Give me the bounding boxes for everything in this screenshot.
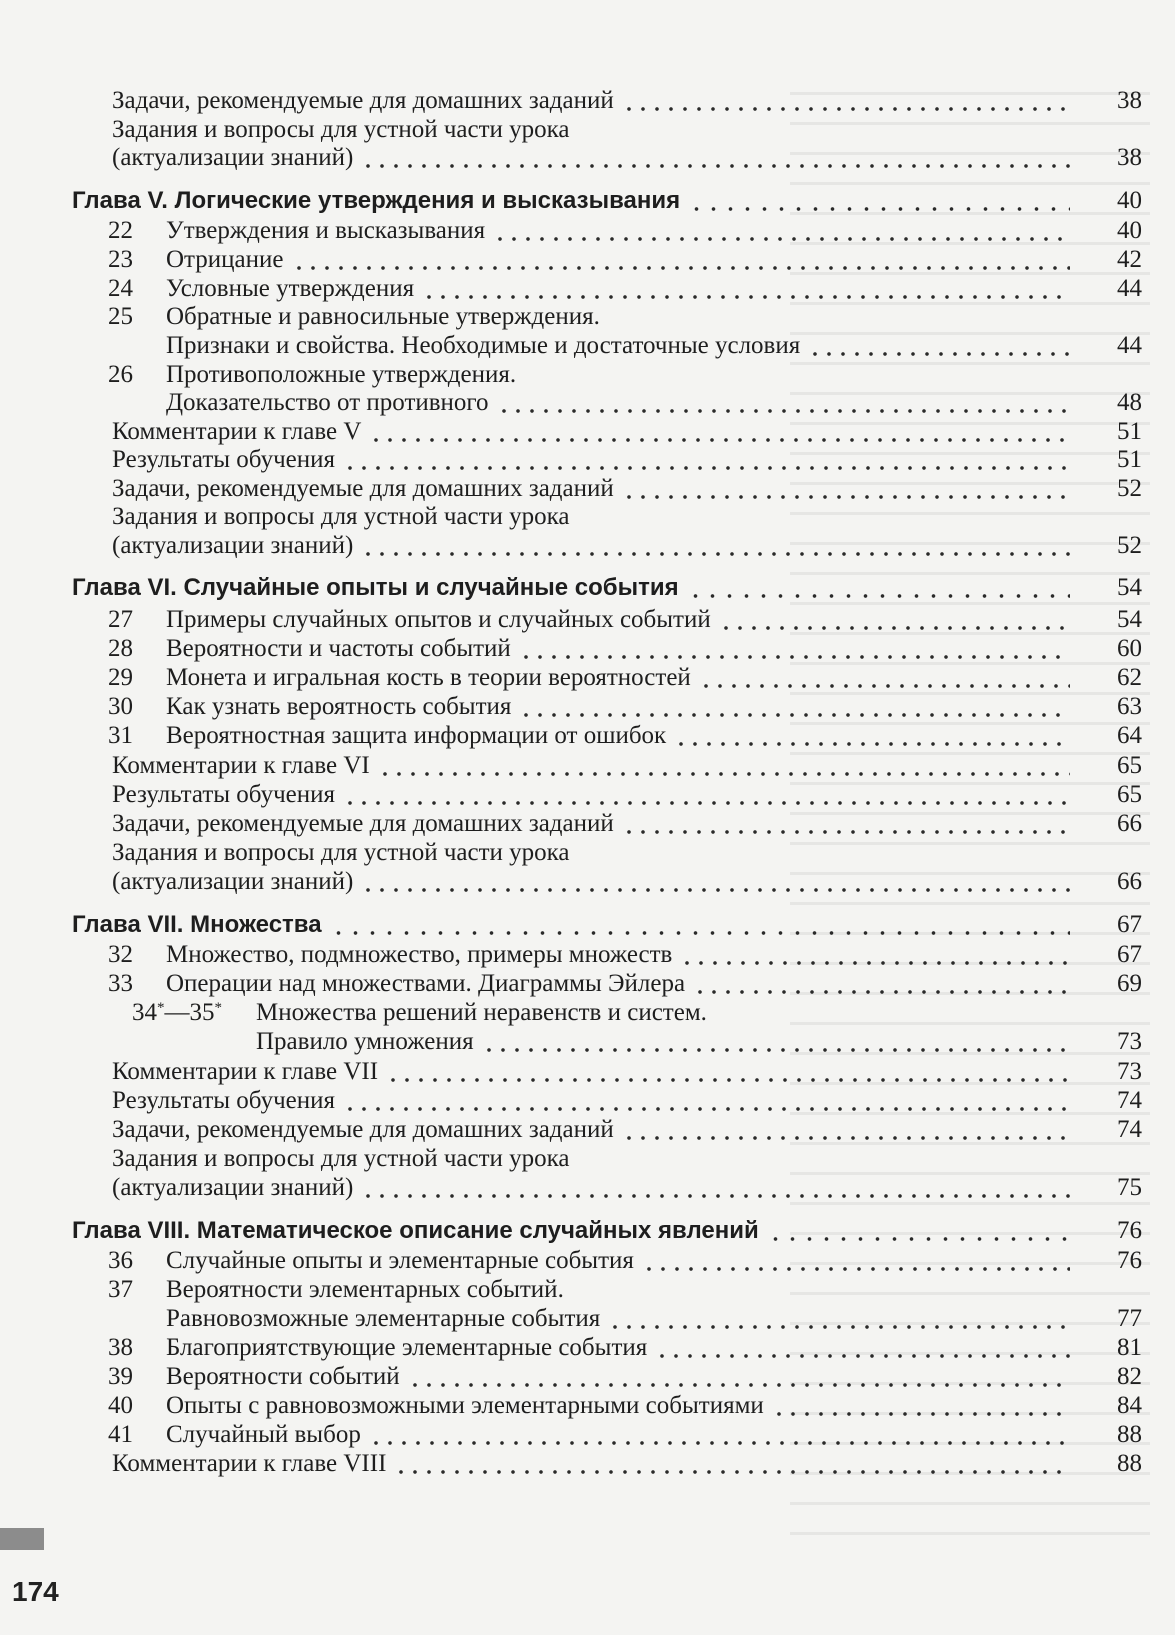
toc-entry-title: (актуализации знаний) bbox=[112, 532, 354, 559]
toc-entry bbox=[0, 1304, 1175, 1334]
toc-section-number: 32 bbox=[108, 941, 133, 968]
toc-entry bbox=[0, 1420, 1175, 1450]
toc-section-number: 30 bbox=[108, 693, 133, 720]
toc-chapter-heading bbox=[0, 1216, 1175, 1246]
toc-page-number: 67 bbox=[1117, 911, 1142, 938]
toc-entry-title: Вероятности элементарных событий. bbox=[166, 1276, 564, 1303]
toc-entry-title: Комментарии к главе VII bbox=[112, 1058, 379, 1085]
toc-chapter-heading bbox=[0, 910, 1175, 940]
toc-entry-title: Множества решений неравенств и систем. bbox=[256, 999, 707, 1026]
toc-page-number: 65 bbox=[1117, 752, 1142, 779]
dot-leader bbox=[408, 1383, 1070, 1387]
toc-page-number: 82 bbox=[1117, 1363, 1142, 1390]
toc-entry-title: Условные утверждения bbox=[166, 275, 415, 302]
dot-leader bbox=[343, 1107, 1070, 1111]
toc-entry bbox=[0, 663, 1175, 693]
toc-page-number: 38 bbox=[1117, 87, 1142, 114]
dot-leader bbox=[343, 466, 1070, 470]
toc-entry-title: Утверждения и высказывания bbox=[166, 217, 486, 244]
toc-page-number: 69 bbox=[1117, 970, 1142, 997]
toc-entry-title: Вероятностная защита информации от ошибок bbox=[166, 722, 667, 749]
toc-entry-title: Задачи, рекомендуемые для домашних заданий bbox=[112, 1116, 614, 1143]
toc-entry-title: Комментарии к главе VI bbox=[112, 752, 370, 779]
toc-entry bbox=[0, 1144, 1175, 1174]
toc-entry-title: Благоприятствующие элементарные события bbox=[166, 1334, 648, 1361]
toc-section-number: 28 bbox=[108, 635, 133, 662]
page-tab-marker bbox=[0, 1528, 44, 1550]
toc-page-number: 44 bbox=[1117, 275, 1142, 302]
toc-page-number: 66 bbox=[1117, 810, 1142, 837]
toc-page-number: 40 bbox=[1117, 217, 1142, 244]
dot-leader bbox=[699, 684, 1070, 688]
toc-entry bbox=[0, 143, 1175, 173]
toc-page-number: 52 bbox=[1117, 475, 1142, 502]
toc-entry bbox=[0, 245, 1175, 275]
dot-leader bbox=[622, 830, 1070, 834]
toc-section-number: 27 bbox=[108, 606, 133, 633]
dot-leader bbox=[369, 438, 1070, 442]
toc-page-number: 74 bbox=[1117, 1116, 1142, 1143]
dot-leader bbox=[680, 961, 1070, 965]
toc-page-number: 44 bbox=[1117, 332, 1142, 359]
toc-entry bbox=[0, 1115, 1175, 1145]
toc-entry bbox=[0, 838, 1175, 868]
toc-entry bbox=[0, 388, 1175, 418]
toc-entry bbox=[0, 502, 1175, 532]
toc-entry bbox=[0, 302, 1175, 332]
dot-leader bbox=[674, 742, 1070, 746]
toc-page-number: 48 bbox=[1117, 389, 1142, 416]
toc-entry-title: Вероятности и частоты событий bbox=[166, 635, 511, 662]
toc-entry-title: Вероятности событий bbox=[166, 1363, 400, 1390]
toc-section-number: 26 bbox=[108, 361, 133, 388]
toc-page-number: 74 bbox=[1117, 1087, 1142, 1114]
toc-entry bbox=[0, 86, 1175, 116]
toc-entry-title: Задачи, рекомендуемые для домашних заданий bbox=[112, 810, 614, 837]
toc-section-number: 38 bbox=[108, 1334, 133, 1361]
toc-section-number: 23 bbox=[108, 246, 133, 273]
toc-entry-title: Случайные опыты и элементарные события bbox=[166, 1247, 634, 1274]
toc-entry-title: Монета и игральная кость в теории вероятностей bbox=[166, 664, 691, 691]
toc-section-number: 33 bbox=[108, 970, 133, 997]
toc-page-number: 42 bbox=[1117, 246, 1142, 273]
toc-entry bbox=[0, 1333, 1175, 1363]
toc-entry bbox=[0, 809, 1175, 839]
toc-section-number: 22 bbox=[108, 217, 133, 244]
dot-leader bbox=[361, 552, 1070, 556]
dot-leader bbox=[767, 1237, 1070, 1241]
toc-page-number: 60 bbox=[1117, 635, 1142, 662]
toc-entry bbox=[0, 780, 1175, 810]
toc-page-number: 73 bbox=[1117, 1028, 1142, 1055]
toc-section-number: 41 bbox=[108, 1421, 133, 1448]
toc-page-number: 63 bbox=[1117, 693, 1142, 720]
toc-entry-title: Задачи, рекомендуемые для домашних заданий bbox=[112, 87, 614, 114]
dot-leader bbox=[330, 931, 1070, 935]
dot-leader bbox=[378, 772, 1070, 776]
dot-leader bbox=[687, 594, 1070, 598]
toc-page-number: 62 bbox=[1117, 664, 1142, 691]
toc-page-number: 88 bbox=[1117, 1421, 1142, 1448]
toc-entry bbox=[0, 1275, 1175, 1305]
toc-entry-title: Комментарии к главе V bbox=[112, 418, 362, 445]
toc-entry-title: Задания и вопросы для устной части урока bbox=[112, 839, 570, 866]
toc-section-number: 31 bbox=[108, 722, 133, 749]
toc-entry-title: (актуализации знаний) bbox=[112, 144, 354, 171]
dot-leader bbox=[608, 1325, 1070, 1329]
toc-entry-title: Задания и вопросы для устной части урока bbox=[112, 116, 570, 143]
toc-entry bbox=[0, 115, 1175, 145]
toc-page-number: 77 bbox=[1117, 1305, 1142, 1332]
toc-entry-title: Результаты обучения bbox=[112, 446, 335, 473]
toc-section-number: 37 bbox=[108, 1276, 133, 1303]
toc-entry bbox=[0, 1027, 1175, 1057]
toc-entry bbox=[0, 331, 1175, 361]
toc-page-number: 64 bbox=[1117, 722, 1142, 749]
toc-entry bbox=[0, 692, 1175, 722]
toc-entry-title: Результаты обучения bbox=[112, 1087, 335, 1114]
chapter-title: Глава V. Логические утверждения и высказывания bbox=[72, 187, 681, 214]
dot-leader bbox=[622, 107, 1070, 111]
toc-entry-title: Отрицание bbox=[166, 246, 284, 273]
toc-entry bbox=[0, 1246, 1175, 1276]
toc-entry-title: Признаки и свойства. Необходимые и достаточные условия bbox=[166, 332, 801, 359]
toc-entry bbox=[0, 634, 1175, 664]
dot-leader bbox=[719, 626, 1070, 630]
dot-leader bbox=[343, 801, 1070, 805]
toc-entry bbox=[0, 1057, 1175, 1087]
toc-page-number: 38 bbox=[1117, 144, 1142, 171]
toc-page-number: 54 bbox=[1117, 574, 1142, 601]
toc-page-number: 76 bbox=[1117, 1217, 1142, 1244]
dot-leader bbox=[655, 1354, 1070, 1358]
toc-entry bbox=[0, 1391, 1175, 1421]
dot-leader bbox=[394, 1470, 1070, 1474]
toc-page-number: 81 bbox=[1117, 1334, 1142, 1361]
toc-entry bbox=[0, 445, 1175, 475]
toc-section-number: 34*—35* bbox=[132, 999, 222, 1026]
toc-page-number: 40 bbox=[1117, 187, 1142, 214]
dot-leader bbox=[292, 266, 1071, 270]
dot-leader bbox=[361, 164, 1070, 168]
toc-page-number: 84 bbox=[1117, 1392, 1142, 1419]
toc-entry-title: Опыты с равновозможными элементарными событиями bbox=[166, 1392, 764, 1419]
toc-entry-title: Обратные и равносильные утверждения. bbox=[166, 303, 600, 330]
dot-leader bbox=[493, 237, 1070, 241]
toc-entry bbox=[0, 360, 1175, 390]
chapter-title: Глава VI. Случайные опыты и случайные события bbox=[72, 574, 679, 601]
toc-entry-title: Примеры случайных опытов и случайных событий bbox=[166, 606, 711, 633]
toc-entry bbox=[0, 274, 1175, 304]
toc-page-number: 73 bbox=[1117, 1058, 1142, 1085]
dot-leader bbox=[482, 1048, 1070, 1052]
dot-leader bbox=[642, 1267, 1070, 1271]
toc-entry bbox=[0, 417, 1175, 447]
dot-leader bbox=[497, 409, 1070, 413]
toc-entry bbox=[0, 474, 1175, 504]
page-number: 174 bbox=[12, 1576, 59, 1607]
toc-entry-title: Как узнать вероятность события bbox=[166, 693, 512, 720]
dot-leader bbox=[772, 1412, 1070, 1416]
dot-leader bbox=[622, 495, 1070, 499]
chapter-title: Глава VII. Множества bbox=[72, 911, 322, 938]
toc-entry-title: Правило умножения bbox=[256, 1028, 474, 1055]
toc-entry bbox=[0, 1362, 1175, 1392]
toc-page-number: 75 bbox=[1117, 1174, 1142, 1201]
toc-entry-title: (актуализации знаний) bbox=[112, 1174, 354, 1201]
toc-entry bbox=[0, 605, 1175, 635]
toc-entry bbox=[0, 531, 1175, 561]
toc-page-number: 88 bbox=[1117, 1450, 1142, 1477]
toc-entry-title: Множество, подмножество, примеры множеств bbox=[166, 941, 673, 968]
dot-leader bbox=[519, 713, 1070, 717]
toc-section-number: 24 bbox=[108, 275, 133, 302]
toc-page-number: 54 bbox=[1117, 606, 1142, 633]
dot-leader bbox=[386, 1078, 1070, 1082]
dot-leader bbox=[693, 990, 1070, 994]
toc-entry bbox=[0, 721, 1175, 751]
dot-leader bbox=[808, 352, 1070, 356]
dot-leader bbox=[422, 295, 1070, 299]
toc-section-number: 36 bbox=[108, 1247, 133, 1274]
toc-page-number: 51 bbox=[1117, 418, 1142, 445]
toc-page-number: 67 bbox=[1117, 941, 1142, 968]
toc-entry-title: Равновозможные элементарные события bbox=[166, 1305, 601, 1332]
dot-leader bbox=[361, 1194, 1070, 1198]
toc-chapter-heading bbox=[0, 573, 1175, 603]
toc-page-number: 65 bbox=[1117, 781, 1142, 808]
toc-entry bbox=[0, 969, 1175, 999]
toc-section-number: 25 bbox=[108, 303, 133, 330]
toc-entry-title: Задачи, рекомендуемые для домашних заданий bbox=[112, 475, 614, 502]
toc-page-number: 51 bbox=[1117, 446, 1142, 473]
toc-entry-title: Задания и вопросы для устной части урока bbox=[112, 503, 570, 530]
chapter-title: Глава VIII. Математическое описание случайных явлений bbox=[72, 1217, 759, 1244]
toc-entry bbox=[0, 1173, 1175, 1203]
toc-entry-title: Противоположные утверждения. bbox=[166, 361, 517, 388]
toc-entry bbox=[0, 1086, 1175, 1116]
toc-entry-title: Задания и вопросы для устной части урока bbox=[112, 1145, 570, 1172]
dot-leader bbox=[369, 1441, 1070, 1445]
toc-section-number: 40 bbox=[108, 1392, 133, 1419]
dot-leader bbox=[361, 888, 1070, 892]
toc-entry-title: Доказательство от противного bbox=[166, 389, 489, 416]
toc-entry bbox=[0, 751, 1175, 781]
toc-entry bbox=[0, 940, 1175, 970]
toc-entry-title: Результаты обучения bbox=[112, 781, 335, 808]
toc-page-number: 66 bbox=[1117, 868, 1142, 895]
toc-section-number: 39 bbox=[108, 1363, 133, 1390]
toc-section-number: 29 bbox=[108, 664, 133, 691]
dot-leader bbox=[688, 207, 1070, 211]
dot-leader bbox=[519, 655, 1070, 659]
toc-entry bbox=[0, 1449, 1175, 1479]
toc-page-number: 52 bbox=[1117, 532, 1142, 559]
toc-entry-title: (актуализации знаний) bbox=[112, 868, 354, 895]
toc-entry-title: Операции над множествами. Диаграммы Эйлера bbox=[166, 970, 686, 997]
toc-entry bbox=[0, 216, 1175, 246]
toc-chapter-heading bbox=[0, 186, 1175, 216]
toc-entry-title: Комментарии к главе VIII bbox=[112, 1450, 387, 1477]
toc-entry bbox=[0, 867, 1175, 897]
toc-entry-title: Случайный выбор bbox=[166, 1421, 361, 1448]
toc-page-number: 76 bbox=[1117, 1247, 1142, 1274]
dot-leader bbox=[622, 1136, 1070, 1140]
toc-entry bbox=[0, 998, 1175, 1028]
